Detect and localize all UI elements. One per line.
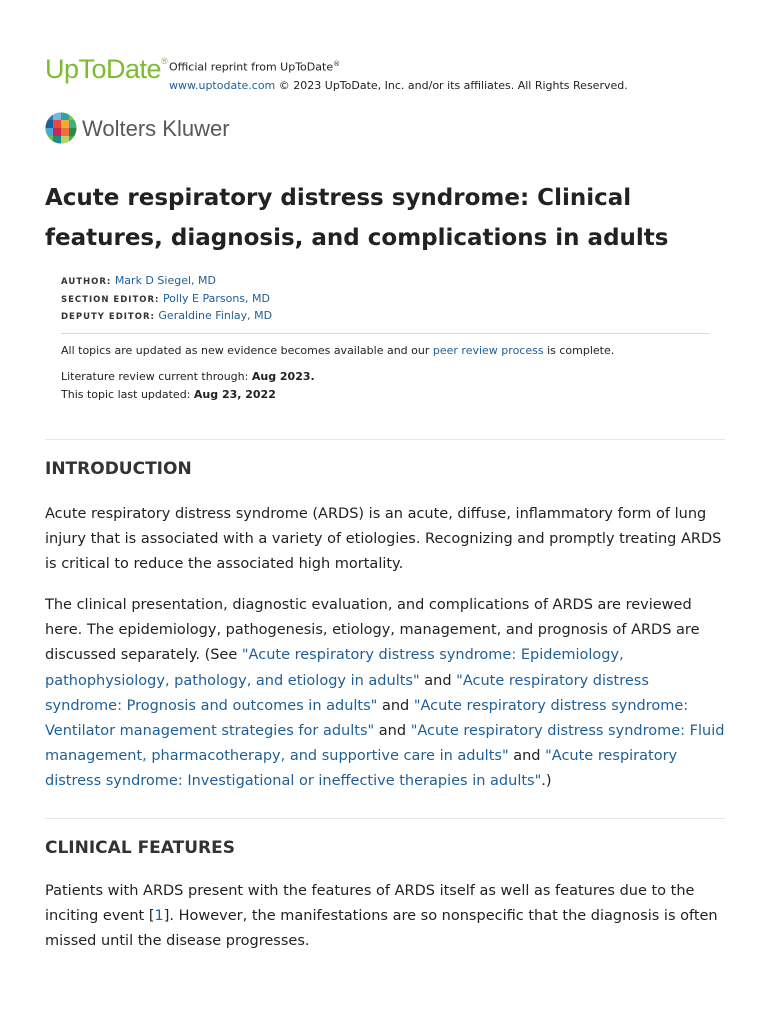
- clinical-features-heading: CLINICAL FEATURES: [45, 838, 235, 858]
- clinical-p1-text: Patients with ARDS present with the features of ARDS itself as well as features due to the inciting event [: [45, 883, 695, 925]
- lit-review-label: Literature review current through:: [61, 369, 252, 383]
- logo-text: UpToDate: [45, 54, 162, 84]
- update-note-text: All topics are updated as new evidence becomes available and our: [61, 343, 433, 357]
- wolters-kluwer-logo[interactable]: [45, 112, 305, 146]
- update-note-end: is complete.: [543, 343, 615, 357]
- conjunction: and: [508, 748, 546, 765]
- deputy-editor-label: DEPUTY EDITOR: [61, 312, 151, 322]
- intro-p2-text: The clinical presentation, diagnostic evaluation, and complications of ARDS are reviewed here. The epidemiology, pathogenesis, etiology, management, and prognosis of ARDS are discussed separately. (See: [45, 597, 700, 664]
- meta-divider: [61, 333, 709, 334]
- reprint-notice: [169, 55, 628, 95]
- conjunction: and: [419, 672, 457, 689]
- peer-review-link[interactable]: peer review process: [432, 343, 544, 357]
- author-label: AUTHOR: [61, 277, 107, 287]
- reference-link[interactable]: 1: [154, 908, 164, 925]
- link-prognosis[interactable]: "Acute respiratory distress syndrome: Prognosis and outcomes in adults": [45, 672, 649, 714]
- deputy-editor-row: DEPUTY EDITOR: Geraldine Finlay, MD: [61, 309, 273, 322]
- clinical-p1-end: ]. However, the manifestations are so nonspecific that the diagnosis is often missed until the disease progresses.: [45, 908, 718, 950]
- section-divider: [45, 818, 725, 819]
- section-divider: [45, 439, 725, 440]
- article-meta: [61, 272, 709, 404]
- conjunction: and: [377, 697, 414, 714]
- uptodate-logo[interactable]: [45, 54, 167, 85]
- link-fluid-management[interactable]: "Acute respiratory distress syndrome: Fluid management, pharmacotherapy, and supportive care in adults": [45, 723, 725, 765]
- wolters-kluwer-icon: [45, 112, 77, 144]
- section-editor-label: SECTION EDITOR: [61, 294, 156, 305]
- masthead: [45, 52, 725, 92]
- site-link[interactable]: www.uptodate.com: [169, 78, 276, 92]
- intro-paragraph-1: Acute respiratory distress syndrome (ARDS) is an acute, diffuse, inflammatory form of lung injury that is associated with a variety of etiologies. Recognizing and promptly treating ARDS is critical to reduce the associated high mortality.: [45, 506, 722, 573]
- deputy-editor-link[interactable]: Geraldine Finlay, MD: [158, 309, 273, 322]
- clinical-paragraph-1: [45, 879, 725, 955]
- update-note: [61, 343, 709, 359]
- reprint-registered-mark: ®: [333, 60, 341, 68]
- section-editor-link[interactable]: Polly E Parsons, MD: [162, 291, 270, 305]
- link-ventilator[interactable]: "Acute respiratory distress syndrome: Ventilator management strategies for adults": [45, 697, 689, 740]
- intro-paragraph-2: [45, 593, 725, 795]
- conjunction: and: [374, 723, 411, 740]
- intro-p2-end: .): [541, 773, 552, 790]
- page-title: Acute respiratory distress syndrome: Clinical features, diagnosis, and complications in adults: [45, 185, 669, 251]
- last-updated-label: This topic last updated:: [61, 387, 194, 401]
- introduction-heading: INTRODUCTION: [45, 459, 192, 479]
- review-dates: Literature review current through: Aug 2023. This topic last updated: Aug 23, 2022: [61, 369, 315, 401]
- lit-review-date: Aug 2023: [251, 369, 311, 383]
- reprint-line: Official reprint from UpToDate: [169, 60, 334, 74]
- link-investigational[interactable]: "Acute respiratory distress syndrome: Investigational or ineffective therapies in adults": [45, 748, 678, 790]
- logo-registered-mark: ®: [161, 56, 168, 66]
- copyright-text: © 2023 UpToDate, Inc. and/or its affiliates. All Rights Reserved.: [275, 78, 628, 92]
- link-epidemiology[interactable]: "Acute respiratory distress syndrome: Epidemiology, pathophysiology, pathology, and etiology in adults": [45, 647, 624, 689]
- section-editor-row: SECTION EDITOR: Polly E Parsons, MD: [61, 291, 270, 305]
- publisher-name: Wolters Kluwer: [82, 116, 230, 141]
- author-link[interactable]: Mark D Siegel, MD: [114, 274, 216, 287]
- last-updated-date: Aug 23, 2022: [193, 387, 276, 401]
- author-row: AUTHOR: Mark D Siegel, MD: [61, 274, 216, 287]
